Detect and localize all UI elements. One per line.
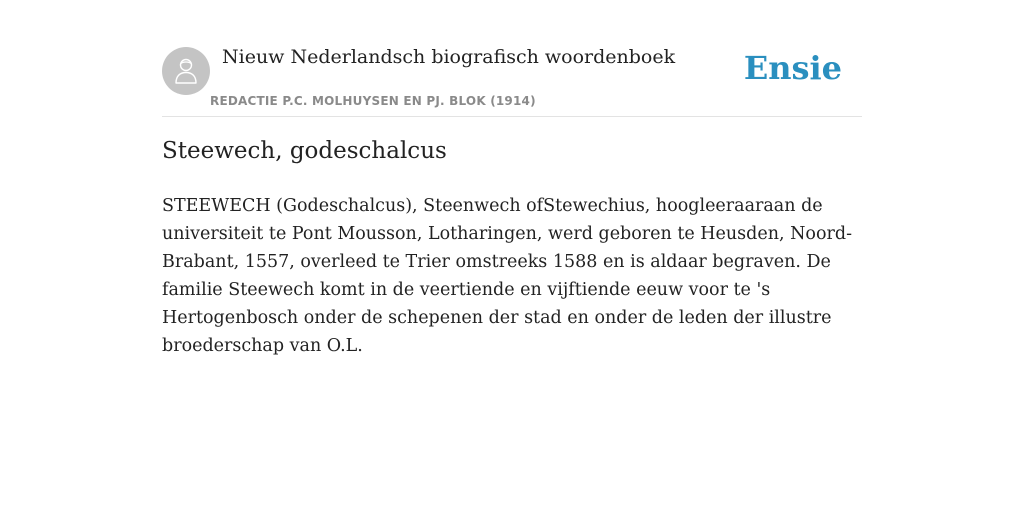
source-header [162,40,862,117]
entry-title: Steewech, godeschalcus [162,138,447,164]
editors-label: REDACTIE P.C. MOLHUYSEN EN PJ. BLOK (1914) [210,94,536,108]
ensie-logo[interactable]: Ensie [743,49,842,87]
avatar[interactable] [162,47,210,95]
book-title[interactable]: Nieuw Nederlandsch biografisch woordenboek [222,46,676,68]
user-icon [174,57,198,85]
entry-body: STEEWECH (Godeschalcus), Steenwech ofStewechius, hoogleeraaraan de universiteit te Pont Mousson, Lotharingen, werd geboren te Heusden, Noord-Brabant, 1557, overleed te Trier omstreeks 1588 en is aldaar begraven. De familie Steewech komt in de veertiende en vijftiende eeuw voor te 's Hertogenbosch onder de schepenen der stad en onder de leden der illustre broederschap van O.L. [162,196,852,356]
